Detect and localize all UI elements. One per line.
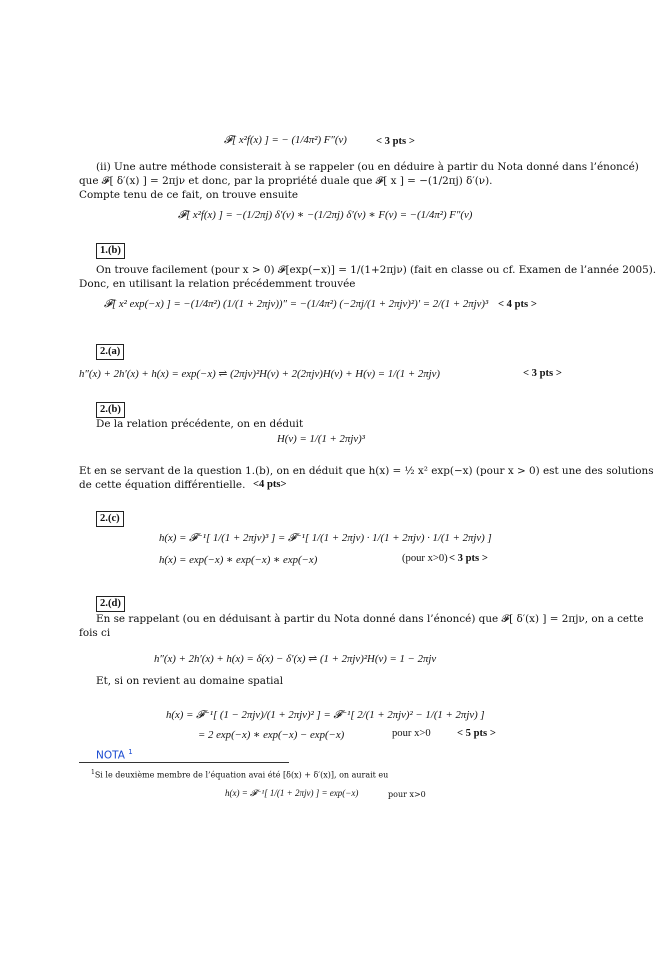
section-2d-line3: Et, si on revient au domaine spatial (96, 675, 284, 687)
section-2b-line3: de cette équation différentielle. (79, 479, 246, 491)
equation-dual-property: 𝓕[ x²f(x) ] = −(1/2πj) δ′(ν) ∗ −(1/2πj) δ′(ν) ∗ F(ν) = −(1/4π²) F″(ν) (178, 209, 473, 221)
footnote-text: $^1$Si le deuxième membre de l’équation avai été [δ(x) + δ′(x)], on aurait eu (91, 769, 389, 780)
points-badge: < 3 pts > (449, 553, 488, 564)
condition-text: (pour x>0) (402, 553, 448, 564)
equation-2c-line1: h(x) = 𝓕⁻¹[ 1/(1 + 2πjν)³ ] = 𝓕⁻¹[ 1/(1 + 2πjν) · 1/(1 + 2πjν) · 1/(1 + 2πjν) ] (159, 532, 492, 544)
section-2b-line2: Et en se servant de la question 1.(b), on en déduit que h(x) = ½ x² exp(−x) (pour x > 0) est une des solutions (79, 465, 654, 477)
section-label-2b: 2.(b) (96, 402, 125, 418)
section-2b-line1: De la relation précédente, on en déduit (96, 418, 304, 430)
footnote-divider (79, 762, 289, 763)
section-1b-line1: On trouve facilement (pour x > 0) 𝓕[exp(−x)] = 1/(1+2πjν) (fait en classe ou cf. Examen de l’année 2005). (96, 264, 657, 276)
equation-2b: H(ν) = 1/(1 + 2πjν)³ (277, 433, 365, 445)
equation-2d-spatial-line1: h(x) = 𝓕⁻¹[ (1 − 2πjν)/(1 + 2πjν)² ] = 𝓕⁻¹[ 2/(1 + 2πjν)² − 1/(1 + 2πjν) ] (166, 709, 485, 721)
footnote-condition: pour x>0 (388, 790, 426, 799)
section-1b-line2: Donc, en utilisant la relation précédemment trouvée (79, 278, 356, 290)
section-2d-line2: fois ci (79, 627, 111, 639)
equation-1b: 𝓕[ x² exp(−x) ] = −(1/4π²) (1/(1 + 2πjν))″ = −(1/4π²) (−2πj/(1 + 2πjν)²)′ = 2/(1 + 2πjν)³ (104, 298, 489, 310)
equation-fourier-x2f: 𝓕[ x²f(x) ] = − (1/4π²) F″(ν) (224, 134, 347, 146)
equation-2c-line2: h(x) = exp(−x) ∗ exp(−x) ∗ exp(−x) (159, 554, 318, 566)
paragraph-ii-line2: que 𝓕[ δ′(x) ] = 2πjν et donc, par la propriété duale que 𝓕[ x ] = −(1/2πj) δ′(ν). (79, 175, 493, 187)
equation-2d-spatial-line2: = 2 exp(−x) ∗ exp(−x) − exp(−x) (198, 729, 345, 741)
condition-text: pour x>0 (392, 728, 431, 739)
paragraph-ii-line3: Compte tenu de ce fait, on trouve ensuite (79, 189, 299, 201)
section-label-2c: 2.(c) (96, 511, 124, 527)
points-badge: < 5 pts > (457, 728, 496, 739)
points-badge: < 3 pts > (523, 368, 562, 379)
nota-link[interactable]: NOTA $^1$ (96, 748, 133, 762)
section-label-1b: 1.(b) (96, 243, 125, 259)
footnote-marker: 1 (128, 748, 133, 756)
points-badge: < 3 pts > (376, 136, 415, 147)
section-2d-line1: En se rappelant (ou en déduisant à partir du Nota donné dans l’énoncé) que 𝓕[ δ′(x) ] = 2πjν, on a cette (96, 613, 644, 625)
points-badge: < 4 pts > (498, 299, 537, 310)
points-badge: <4 pts> (253, 479, 287, 490)
equation-2a: h″(x) + 2h′(x) + h(x) = exp(−x) ⇌ (2πjν)²H(ν) + 2(2πjν)H(ν) + H(ν) = 1/(1 + 2πjν) (79, 368, 441, 380)
paragraph-ii-line1: (ii) Une autre méthode consisterait à se rappeler (ou en déduire à partir du Nota donné dans l’énoncé) (96, 161, 639, 173)
footnote-equation: h(x) = 𝓕⁻¹[ 1/(1 + 2πjν) ] = exp(−x) (225, 788, 359, 798)
equation-2d: h″(x) + 2h′(x) + h(x) = δ(x) − δ′(x) ⇌ (1 + 2πjν)²H(ν) = 1 − 2πjν (154, 653, 437, 665)
section-label-2d: 2.(d) (96, 596, 125, 612)
section-label-2a: 2.(a) (96, 344, 124, 360)
